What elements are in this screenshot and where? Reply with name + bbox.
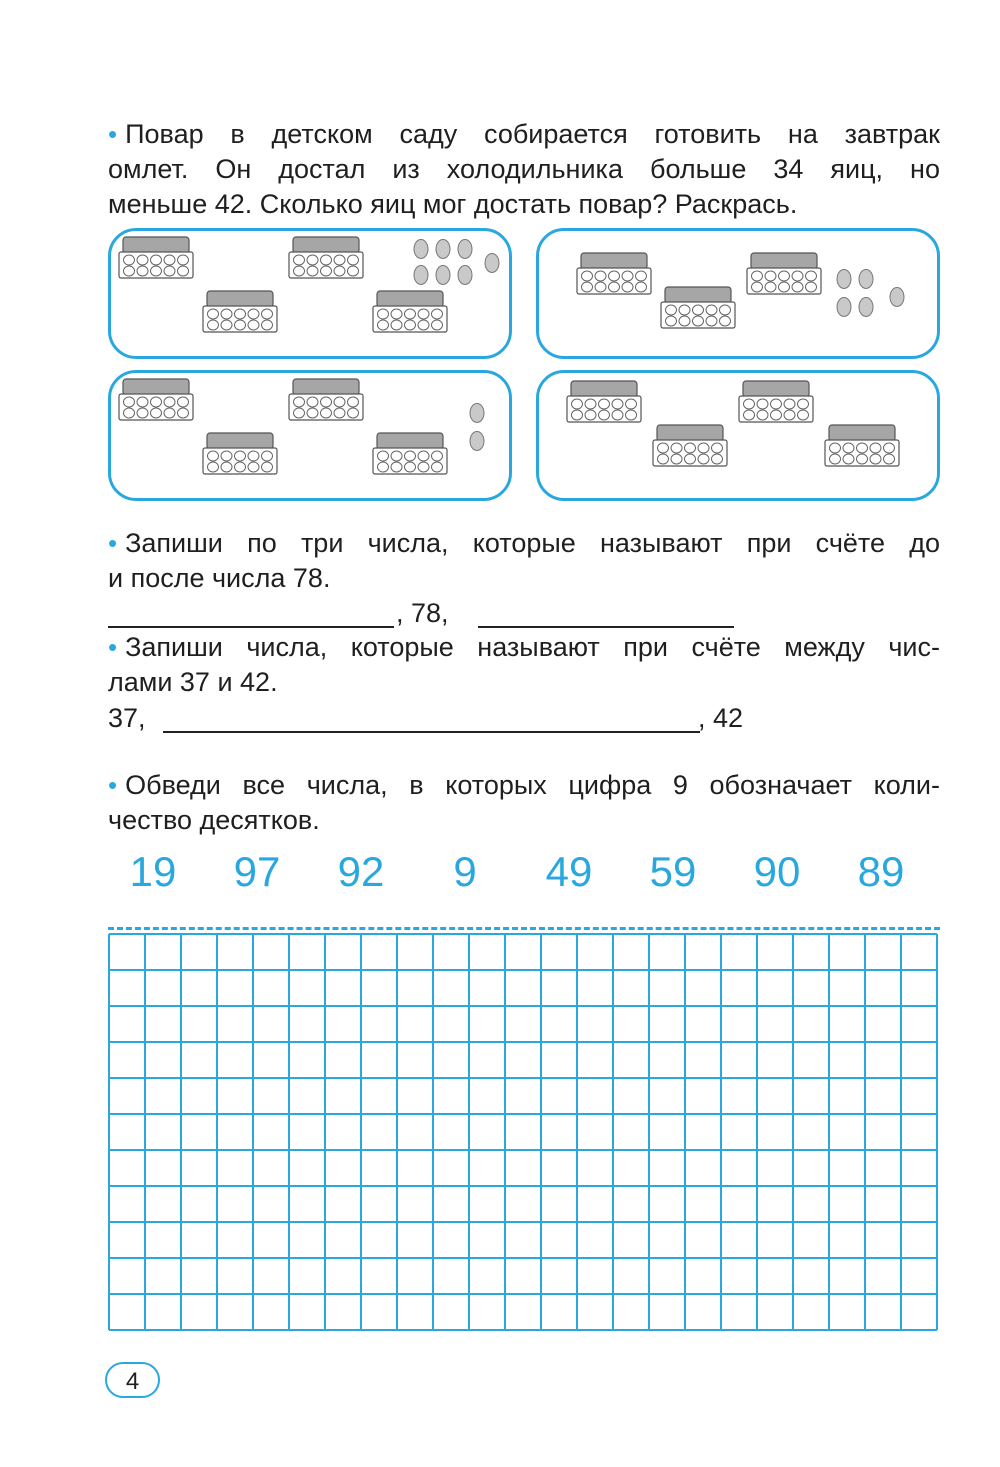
task2-line2: и после числа 78. <box>108 563 331 593</box>
egg-icon <box>458 240 472 259</box>
task4-text <box>108 768 940 838</box>
egg-icon <box>485 254 499 273</box>
task3-answer-row <box>108 703 948 739</box>
task3-line2: лами 37 и 42. <box>108 667 278 697</box>
egg-carton-icon <box>373 291 447 332</box>
bullet-icon: • <box>108 770 118 800</box>
task3-text <box>108 630 940 700</box>
dashed-divider <box>108 927 940 930</box>
egg-icon <box>414 240 428 259</box>
number-item[interactable]: 49 <box>545 848 593 895</box>
egg-icon <box>414 266 428 285</box>
task2-text <box>108 526 940 596</box>
task3-start: 37, <box>108 703 146 733</box>
egg-option-drawing <box>111 231 509 356</box>
task4-line1: Обведи все числа, в которых цифра 9 обозначает коли- <box>125 770 940 800</box>
egg-carton-icon <box>203 291 277 332</box>
task2-center: , 78, <box>396 598 449 628</box>
egg-carton-icon <box>661 287 735 328</box>
egg-carton-icon <box>577 253 651 294</box>
bullet-icon: • <box>108 632 118 662</box>
task1-line3: меньше 42. Сколько яиц мог достать повар? Раскрась. <box>108 189 798 219</box>
page-number: 4 <box>105 1362 160 1398</box>
task3-line1: Запиши числа, которые называют при счёте между чис- <box>125 632 940 662</box>
task3-end: , 42 <box>698 703 744 733</box>
egg-icon <box>890 288 904 307</box>
egg-carton-icon <box>739 381 813 422</box>
egg-icon <box>859 270 873 289</box>
bullet-icon: • <box>108 528 118 558</box>
task2-answer-row <box>108 598 948 634</box>
egg-carton-icon <box>289 237 363 278</box>
egg-icon <box>436 240 450 259</box>
number-item[interactable]: 90 <box>753 848 801 895</box>
task1-line2: омлет. Он достал из холодильника больше 34 яиц, но <box>108 154 940 184</box>
egg-carton-icon <box>747 253 821 294</box>
egg-carton-icon <box>373 433 447 474</box>
egg-icon <box>470 404 484 423</box>
egg-carton-icon <box>653 425 727 466</box>
squared-writing-grid[interactable] <box>108 933 938 1346</box>
task2-line1: Запиши по три числа, которые называют при счёте до <box>125 528 940 558</box>
task1-line1: Повар в детском саду собирается готовить на завтрак <box>125 119 940 149</box>
number-item[interactable]: 9 <box>453 848 477 895</box>
answer-blank-before[interactable] <box>108 626 394 628</box>
answer-blank-after[interactable] <box>478 626 734 628</box>
number-item[interactable]: 97 <box>233 848 281 895</box>
task1-text <box>108 117 940 222</box>
egg-carton-icon <box>203 433 277 474</box>
number-item[interactable]: 92 <box>337 848 385 895</box>
answer-blank-between[interactable] <box>163 731 700 733</box>
number-item[interactable]: 19 <box>129 848 177 895</box>
number-item[interactable]: 59 <box>649 848 697 895</box>
bullet-icon: • <box>108 119 118 149</box>
egg-carton-icon <box>119 237 193 278</box>
egg-option-4[interactable] <box>536 370 940 501</box>
egg-carton-icon <box>567 381 641 422</box>
egg-option-drawing <box>111 373 509 498</box>
egg-option-3[interactable] <box>108 370 512 501</box>
egg-icon <box>436 266 450 285</box>
egg-icon <box>859 298 873 317</box>
egg-option-drawing <box>539 373 937 498</box>
task4-line2: чество десятков. <box>108 805 320 835</box>
number-row <box>108 848 940 898</box>
egg-carton-icon <box>825 425 899 466</box>
egg-icon <box>837 298 851 317</box>
egg-option-1[interactable] <box>108 228 512 359</box>
egg-icon <box>837 270 851 289</box>
egg-carton-icon <box>119 379 193 420</box>
egg-carton-icon <box>289 379 363 420</box>
egg-icon <box>470 432 484 451</box>
egg-icon <box>458 266 472 285</box>
egg-option-drawing <box>539 231 937 356</box>
egg-option-2[interactable] <box>536 228 940 359</box>
number-item[interactable]: 89 <box>857 848 905 895</box>
